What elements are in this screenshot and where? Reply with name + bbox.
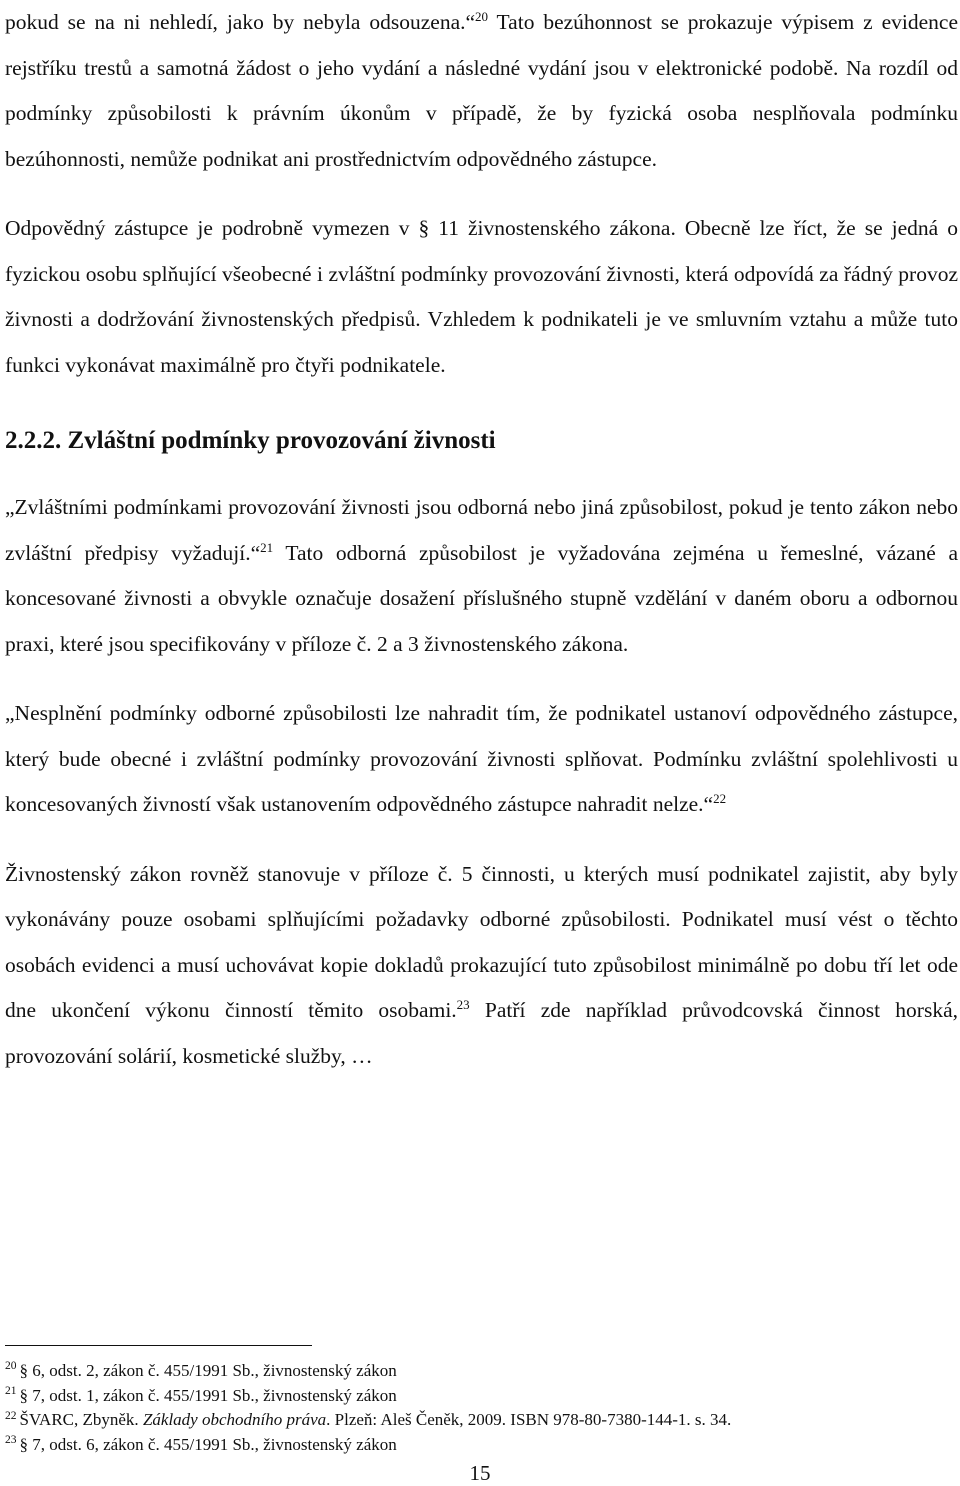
paragraph-bezuhonnost: pokud se na ni nehledí, jako by nebyla odsouzena.“$^{20}$ Tato bezúhonnost se prokazuje výpisem z evidence rejstříku trestů a samotná žádost o jeho vydání a následné vydání jsou v elektronické podobě. Na rozdíl od podmínky způsobilosti k právním úkonům v případě, že by fyzická osoba nesplňovala podmínku bezúhonnosti, nemůže podnikat ani prostřednictvím odpovědného zástupce. (5, 8, 958, 171)
footnote-ref-23[interactable]: 23 (456, 996, 470, 1012)
paragraph-zvlastni-podminky: „Zvláštními podmínkami provozování živnosti jsou odborná nebo jiná způsobilost, pokud je tento zákon nebo zvláštní předpisy vyžadují.“$^{21}$ Tato odborná způsobilost je vyžadována zejména u řemeslné, vázané a koncesované živnosti a obvykle označuje dosažení příslušného stupně vzdělání v daném oboru a odbornou praxi, které jsou specifikovány v příloze č. 2 a 3 živnostenského zákona. (5, 495, 959, 656)
footnote-ref-20[interactable]: 20 (475, 8, 489, 24)
book-title: Základy obchodního práva (142, 1410, 327, 1430)
paragraph-nesplneni: „Nesplnění podmínky odborné způsobilosti lze nahradit tím, že podnikatel ustanoví odpovědného zástupce, který bude obecné i zvláštní podmínky provozování živnosti splňovat. Podmínku zvláštní spolehlivosti u koncesovaných živností však ustanovením odpovědného zástupce nahradit nelze.“$^{22}$ (5, 701, 958, 816)
footnotes (5, 1359, 958, 1458)
paragraph-priloha-5: Živnostenský zákon rovněž stanovuje v příloze č. 5 činnosti, u kterých musí podnikatel zajistit, aby byly vykonávány pouze osobami splňujícími požadavky odborné způsobilosti. Podnikatel musí vést o těchto osobách evidenci a musí uchovávat kopie dokladů prokazující tuto způsobilost minimálně po dobu tří let ode dne ukončení výkonu činností těmito osobami.$^{23}$ Patří zde například průvodcovská činnost horská, provozování solárií, kosmetické služby, … (5, 861, 958, 1068)
page-number: 15 (469, 1461, 491, 1485)
page-content (5, 0, 958, 1079)
paragraph-odpovedny-zastupce: Odpovědný zástupce je podrobně vymezen v § 11 živnostenského zákona. Obecně lze říct, že se jedná o fyzickou osobu splňující všeobecné i zvláštní podmínky provozování živnosti, která odpovídá za řádný provoz živnosti a dodržování živnostenských předpisů. Vzhledem k podnikateli je ve smluvním vztahu a může tuto funkci vykonávat maximálně pro čtyři podnikatele. (5, 216, 958, 377)
footnote-ref-21[interactable]: 21 (260, 539, 274, 555)
footnote-ref-22[interactable]: 22 (713, 790, 727, 806)
footnote-20: $^{20}$ § 6, odst. 2, zákon č. 455/1991 Sb., živnostenský zákon (5, 1360, 397, 1380)
footnote-21: $^{21}$ § 7, odst. 1, zákon č. 455/1991 Sb., živnostenský zákon (5, 1385, 397, 1405)
footnote-22: $^{22}$ ŠVARC, Zbyněk. Základy obchodního práva. Plzeň: Aleš Čeněk, 2009. ISBN 978-80-7380-144-1. s. 34. (5, 1409, 732, 1430)
section-heading: 2.2.2. Zvláštní podmínky provozování živnosti (5, 427, 496, 454)
footnote-23: $^{23}$ § 7, odst. 6, zákon č. 455/1991 Sb., živnostenský zákon (5, 1434, 397, 1455)
footnote-divider (5, 1345, 312, 1346)
